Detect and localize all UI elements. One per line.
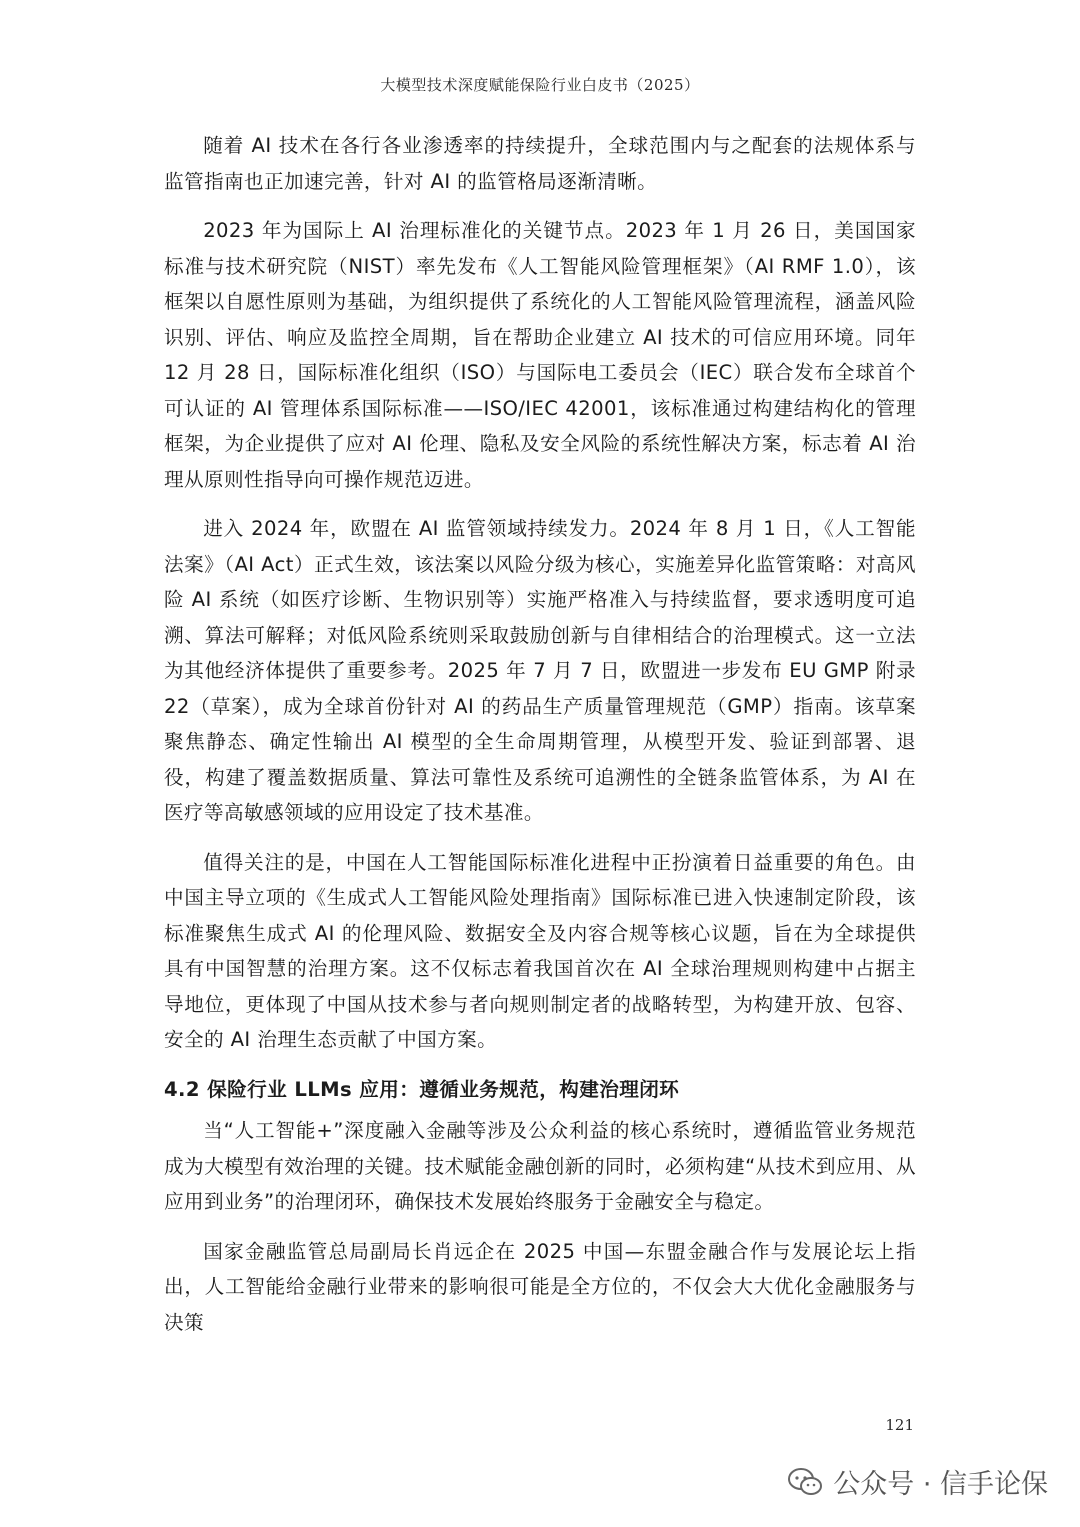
section-heading-4-2: 4.2 保险行业 LLMs 应用：遵循业务规范，构建治理闭环 <box>164 1077 680 1101</box>
paragraph-2023-standards: 2023 年为国际上 AI 治理标准化的关键节点。2023 年 1 月 26 日，美国国家标准与技术研究院（NIST）率先发布《人工智能风险管理框架》（AI RMF 1.0），该框架以自愿性原则为基础，为组织提供了系统化的人工智能风险管理流程，涵盖风险识别、评估、响应及监控全周期，旨在帮助企业建立 AI 技术的可信应用环境。同年 12 月 28 日，国际标准化组织（ISO）与国际电工委员会（IEC）联合发布全球首个可认证的 AI 管理体系国际标准——ISO/IEC 42001，该标准通过构建结构化的管理框架，为企业提供了应对 AI 伦理、隐私及安全风险的系统性解决方案，标志着 AI 治理从原则性指导向可操作规范迈进。 <box>164 219 916 491</box>
paragraph-ai-plus-finance: 当“人工智能+”深度融入金融等涉及公众利益的核心系统时，遵循监管业务规范成为大模型有效治理的关键。技术赋能金融创新的同时，必须构建“从技术到应用、从应用到业务”的治理闭环，确保技术发展始终服务于金融安全与稳定。 <box>164 1119 916 1213</box>
paragraph-2024-eu-ai-act: 进入 2024 年，欧盟在 AI 监管领域持续发力。2024 年 8 月 1 日，《人工智能法案》（AI Act）正式生效，该法案以风险分级为核心，实施差异化监管策略：对高风险 AI 系统（如医疗诊断、生物识别等）实施严格准入与持续监督，要求透明度可追溯、算法可解释；对低风险系统则采取鼓励创新与自律相结合的治理模式。这一立法为其他经济体提供了重要参考。2025 年 7 月 7 日，欧盟进一步发布 EU GMP 附录 22（草案），成为全球首份针对 AI 的药品生产质量管理规范（GMP）指南。该草案聚焦静态、确定性输出 AI 模型的全生命周期管理，从模型开发、验证到部署、退役，构建了覆盖数据质量、算法可靠性及系统可追溯性的全链条监管体系，为 AI 在医疗等高敏感领域的应用设定了技术基准。 <box>164 517 916 824</box>
watermark-text: 公众号 · 信手论保 <box>833 1469 1048 1500</box>
document-body <box>164 128 916 1354</box>
paragraph-china-standardization: 值得关注的是，中国在人工智能国际标准化进程中正扮演着日益重要的角色。由中国主导立项的《生成式人工智能风险处理指南》国际标准已进入快速制定阶段，该标准聚焦生成式 AI 的伦理风险、数据安全及内容合规等核心议题，旨在为全球提供具有中国智慧的治理方案。这不仅标志着我国首次在 AI 全球治理规则构建中占据主导地位，更体现了中国从技术参与者向规则制定者的战略转型，为构建开放、包容、安全的 AI 治理生态贡献了中国方案。 <box>164 850 916 1051</box>
paragraph-ai-regulation-intro: 随着 AI 技术在各行各业渗透率的持续提升，全球范围内与之配套的法规体系与监管指南也正加速完善，针对 AI 的监管格局逐渐清晰。 <box>164 134 916 193</box>
paragraph-regulator-remarks: 国家金融监管总局副局长肖远企在 2025 中国—东盟金融合作与发展论坛上指出，人工智能给金融行业带来的影响很可能是全方位的，不仅会大大优化金融服务与决策 <box>164 1239 916 1334</box>
watermark <box>787 1462 1048 1501</box>
page-header-title: 大模型技术深度赋能保险行业白皮书（2025） <box>380 76 700 94</box>
page-number: 121 <box>885 1416 914 1434</box>
wechat-icon <box>787 1467 823 1497</box>
